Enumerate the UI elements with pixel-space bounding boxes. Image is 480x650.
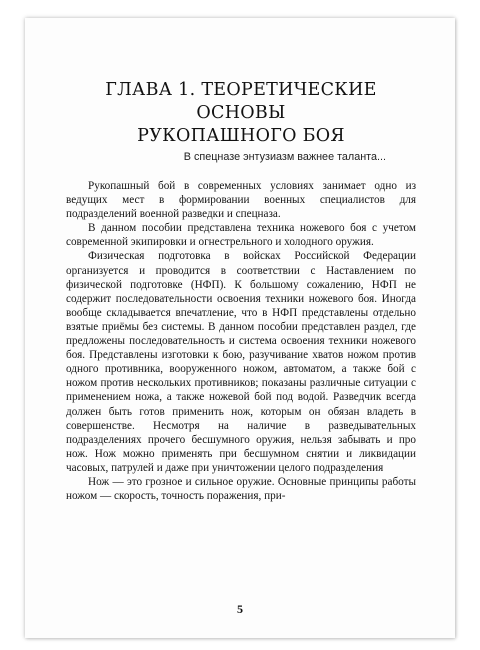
paragraph: Нож — это грозное и сильное оружие. Основные принципы работы ножом — скорость, точность поражения, при- xyxy=(66,475,416,503)
page-number: 5 xyxy=(237,602,243,616)
body-text xyxy=(66,179,416,503)
epigraph: В спецназе энтузиазм важнее таланта... xyxy=(183,151,386,163)
paragraph: Рукопашный бой в современных условиях занимает одно из ведущих мест в формировании военных специалистов для подразделений военной разведки и спецназа. xyxy=(66,180,416,221)
chapter-title xyxy=(66,79,416,148)
chapter-title-line-2: РУКОПАШНОГО БОЯ xyxy=(137,126,345,146)
book-page xyxy=(25,18,455,638)
page-content xyxy=(66,79,416,503)
paragraph: В данном пособии представлена техника ножевого боя с учетом современной экипировки и огнестрельного и холодного оружия. xyxy=(66,222,416,249)
chapter-title-line-1: ГЛАВА 1. ТЕОРЕТИЧЕСКИЕ ОСНОВЫ xyxy=(105,80,377,123)
paragraph: Физическая подготовка в войсках Российской Федерации организуется и проводится в соответствии с Наставлением по физической подготовке (НФП). К большому сожалению, НФП не содержит последовательности освоения техники ножевого боя. Иногда вообще складывается впечатление, что в НФП представлены отдельно взятые приёмы без системы. В данном пособии представлен раздел, где предложены последовательность и система освоения техники ножевого боя. Представлены изготовки к бою, разучивание хватов ножом против одного противника, вооруженного ножом, автоматом, а также бой с ножом против нескольких противников; показаны различные ситуации с применением ножа, а также ножевой бой под водой. Разведчик всегда должен быть готов применить нож, которым он обязан владеть в совершенстве. Несмотря на наличие в разведывательных подразделениях прочего бесшумного оружия, нельзя забывать и про нож. Нож можно применять при бесшумном снятии и ликвидации часовых, патрулей и даже при уничтожении целого подразделения xyxy=(66,250,416,474)
